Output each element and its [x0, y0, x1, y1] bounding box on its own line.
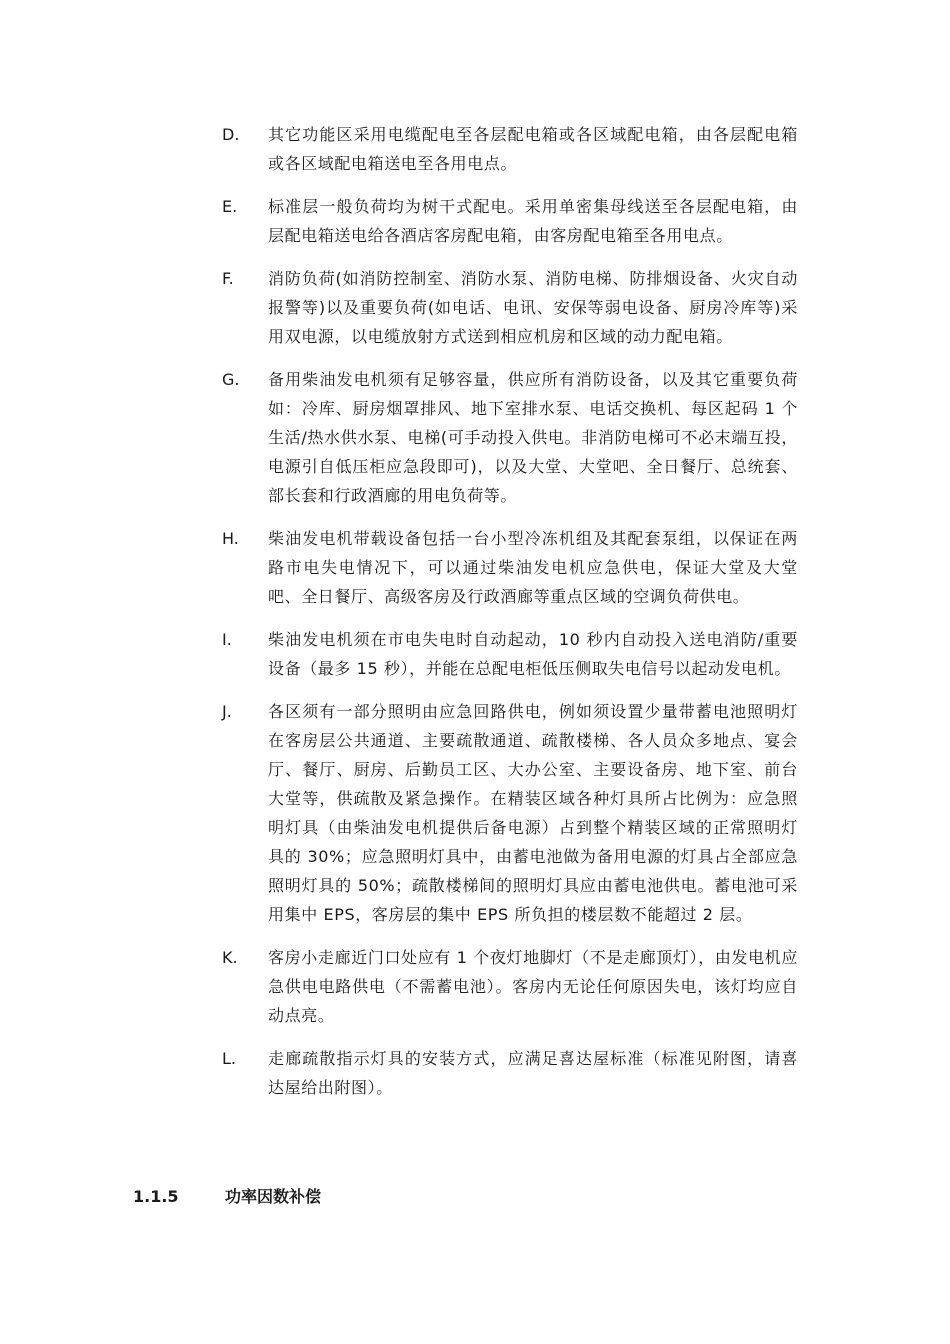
list-item-f — [222, 264, 812, 351]
list-item-label: F. — [222, 269, 234, 288]
list-item-j — [222, 697, 812, 929]
section-number: 1.1.5 — [133, 1187, 179, 1206]
list-item-label: L. — [222, 1049, 236, 1068]
requirement-list — [222, 120, 812, 1116]
section-title: 功率因数补偿 — [225, 1187, 322, 1206]
list-item-label: E. — [222, 197, 238, 216]
list-item-text: 走廊疏散指示灯具的安装方式，应满足喜达屋标准（标准见附图，请喜达屋给出附图）。 — [268, 1049, 798, 1097]
list-item-label: I. — [222, 630, 232, 649]
list-item-k — [222, 943, 812, 1030]
list-item-label: D. — [222, 125, 240, 144]
list-item-label: G. — [222, 370, 240, 389]
list-item-text: 消防负荷(如消防控制室、消防水泵、消防电梯、防排烟设备、火灾自动报警等)以及重要负荷(如电话、电讯、安保等弱电设备、厨房冷库等)采用双电源，以电缆放射方式送到相应机房和区域的动力配电箱。 — [268, 269, 798, 346]
list-item-i — [222, 625, 812, 683]
list-item-l — [222, 1044, 812, 1102]
section-heading — [133, 1185, 321, 1209]
list-item-h — [222, 524, 812, 611]
list-item-label: H. — [222, 529, 239, 548]
list-item-text: 标准层一般负荷均为树干式配电。采用单密集母线送至各层配电箱，由层配电箱送电给各酒店客房配电箱，由客房配电箱至各用电点。 — [268, 197, 798, 245]
list-item-label: J. — [222, 702, 232, 721]
list-item-d — [222, 120, 812, 178]
list-item-e — [222, 192, 812, 250]
list-item-text: 柴油发电机带载设备包括一台小型冷冻机组及其配套泵组，以保证在两路市电失电情况下，可以通过柴油发电机应急供电，保证大堂及大堂吧、全日餐厅、高级客房及行政酒廊等重点区域的空调负荷供电。 — [268, 529, 798, 606]
list-item-text: 其它功能区采用电缆配电至各层配电箱或各区域配电箱，由各层配电箱或各区域配电箱送电至各用电点。 — [268, 125, 798, 173]
list-item-g — [222, 365, 812, 510]
list-item-text: 各区须有一部分照明由应急回路供电，例如须设置少量带蓄电池照明灯在客房层公共通道、主要疏散通道、疏散楼梯、各人员众多地点、宴会厅、餐厅、厨房、后勤员工区、大办公室、主要设备房、地下室、前台大堂等，供疏散及紧急操作。在精装区域各种灯具所占比例为：应急照明灯具（由柴油发电机提供后备电源）占到整个精装区域的正常照明灯具的 30%；应急照明灯具中，由蓄电池做为备用电源的灯具占全部应急照明灯具的 50%；疏散楼梯间的照明灯具应由蓄电池供电。蓄电池可采用集中 EPS，客房层的集中 EPS 所负担的楼层数不能超过 2 层。 — [268, 702, 798, 924]
list-item-text: 柴油发电机须在市电失电时自动起动，10 秒内自动投入送电消防/重要设备（最多 15 秒），并能在总配电柜低压侧取失电信号以起动发电机。 — [268, 630, 798, 678]
list-item-text: 备用柴油发电机须有足够容量，供应所有消防设备，以及其它重要负荷如：冷库、厨房烟罩排风、地下室排水泵、电话交换机、每区起码 1 个生活/热水供水泵、电梯(可手动投入供电。非消防电梯可不必末端互投，电源引自低压柜应急段即可)，以及大堂、大堂吧、全日餐厅、总统套、部长套和行政酒廊的用电负荷等。 — [268, 370, 798, 505]
list-item-text: 客房小走廊近门口处应有 1 个夜灯地脚灯（不是走廊顶灯），由发电机应急供电电路供电（不需蓄电池）。客房内无论任何原因失电，该灯均应自动点亮。 — [268, 948, 798, 1025]
list-item-label: K. — [222, 948, 238, 967]
